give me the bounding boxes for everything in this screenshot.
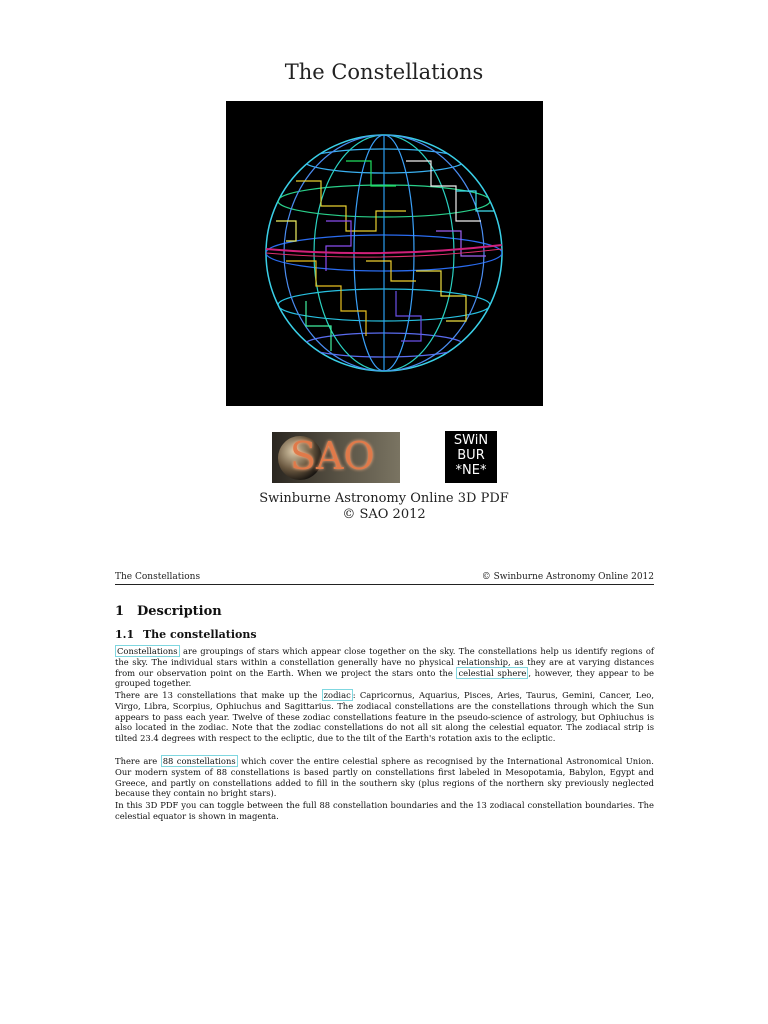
swinburne-logo-line3: *NE* [455,463,487,478]
paragraph-3 [115,756,654,799]
paragraph-1 [115,646,654,689]
section-title: Description [137,604,222,619]
paragraph-2 [115,690,654,744]
document-subtitle [0,491,768,523]
paragraph-2-text-b: : Capricornus, Aquarius, Pisces, Aries, Taurus, Gemini, Cancer, Leo, Virgo, Libra, Scorpius, Ophiuchus and Sagittarius. The zodiacal constellations are the constellations through which the Sun appears to pass each year. Twelve of these zodiac constellations feature in the pseudo-science of astrology, but Ophiuchus is also located in the zodiac. Note that the zodiac constellations do not all sit along the celestial equator. The zodiacal strip is tilted 23.4 degrees with respect to the ecliptic, due to the tilt of the Earth's rotation axis to the ecliptic. [115,690,654,744]
celestial-sphere-link[interactable]: celestial sphere [458,667,527,678]
subtitle-line-2: © SAO 2012 [342,507,426,522]
subsection-heading [115,628,257,641]
paragraph-4-text: In this 3D PDF you can toggle between the full 88 constellation boundaries and the 13 zodiacal constellation boundaries. The celestial equator is shown in magenta. [115,800,654,821]
paragraph-3-text-a: There are [115,756,161,766]
swinburne-logo-line2: BUR [457,448,485,463]
section-number: 1 [115,604,125,619]
constellation-sphere-graphic [226,101,543,406]
paragraph-2-text-a: There are 13 constellations that make up the [115,690,322,700]
sao-logo-text: SAO [290,434,375,478]
subsection-title: The constellations [143,628,257,641]
paragraph-1-text-a: are groupings of stars which appear close together on the sky. The constellations help us identify regions of the sky. The individual stars within a constellation generally have no physical relationship, as they are at varying distances from our observation point on the Earth. When we project the stars onto the [115,646,654,678]
paragraph-1-text-b: , however, they appear to be grouped together. [115,667,654,689]
constellations-link[interactable]: Constellations [117,646,178,656]
header-left: The Constellations [115,572,201,582]
section-heading [115,604,222,619]
88-constellations-link[interactable]: 88 constellations [162,756,236,766]
header-right: © Swinburne Astronomy Online 2012 [481,572,654,582]
swinburne-logo [445,431,497,483]
paragraph-4 [115,800,654,822]
zodiac-link[interactable]: zodiac [323,690,351,700]
document-title: The Constellations [284,60,484,84]
paragraph-3-text-b: which cover the entire celestial sphere as recognised by the International Astronomical Union. Our modern system of 88 constellations is based partly on constellations first labeled in Mesopotamia, Babylon, Egypt and Greece, and partly on constellations added to fill in the southern sky (plus regions of the northern sky previously neglected because they contain no bright stars). [115,756,654,799]
swinburne-logo-line1: SWiN [453,433,489,448]
subtitle-line-1: Swinburne Astronomy Online 3D PDF [259,491,509,506]
running-header [115,572,654,585]
subsection-number: 1.1 [115,628,135,641]
sao-logo [272,432,400,483]
constellation-sphere-figure[interactable] [226,101,543,406]
